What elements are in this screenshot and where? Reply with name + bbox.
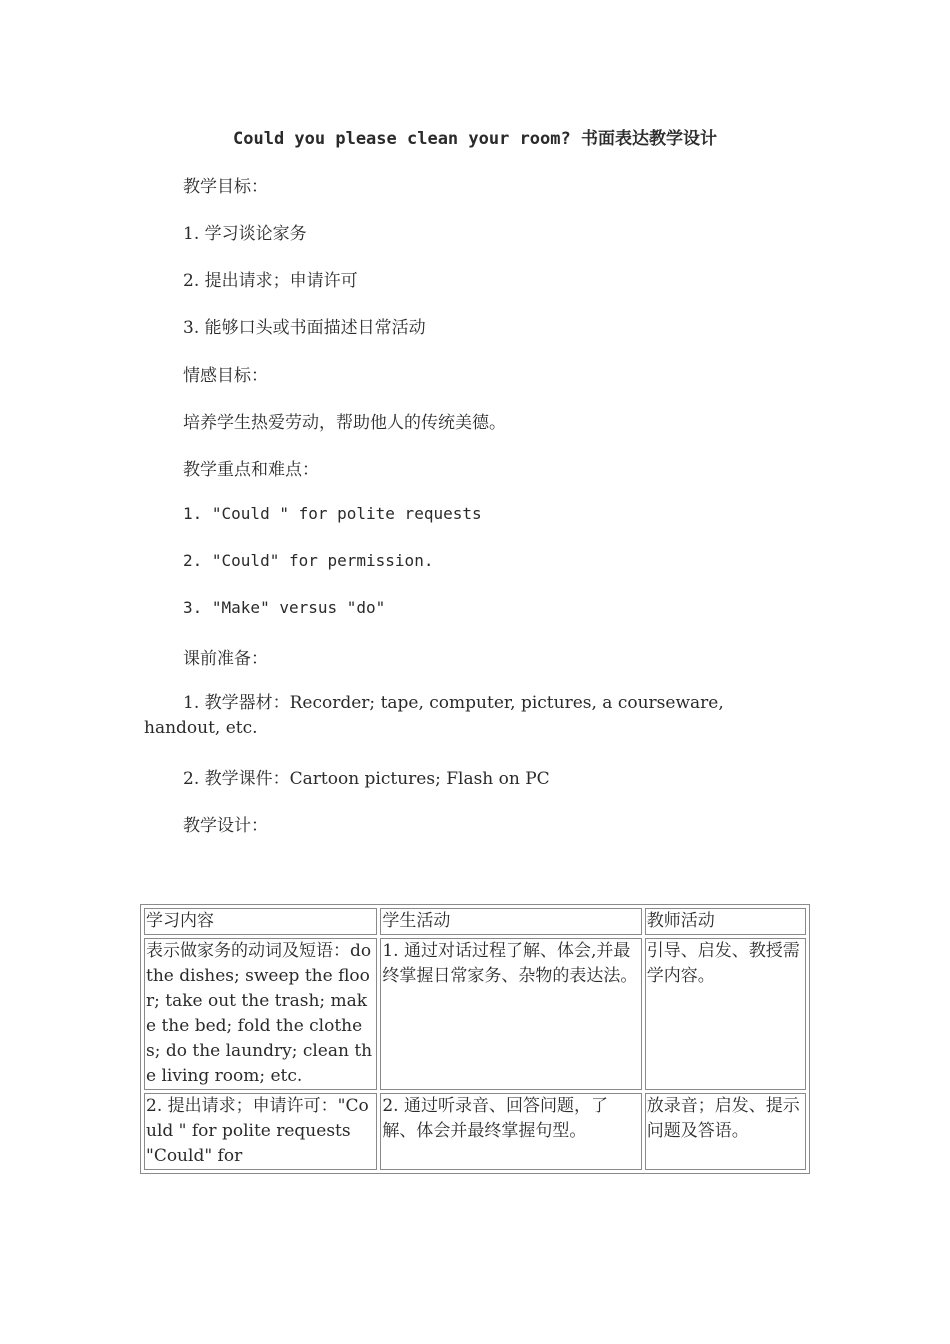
document-title: Could you please clean your room? 书面表达教学设计 bbox=[233, 129, 717, 149]
design-heading: 教学设计： bbox=[183, 816, 268, 836]
table-cell-teacher: 放录音；启发、提示问题及答语。 bbox=[645, 1093, 806, 1170]
prep-item bbox=[144, 691, 784, 741]
goal-item: 2. 提出请求；申请许可 bbox=[183, 271, 358, 291]
emotion-text: 培养学生热爱劳动，帮助他人的传统美德。 bbox=[183, 413, 506, 433]
table-cell-teacher: 引导、启发、教授需学内容。 bbox=[645, 938, 806, 1090]
keypoint-item: 2. "Could" for permission. bbox=[183, 551, 434, 570]
prep-item-text: 1. 教学器材：Recorder; tape, computer, pictures, a courseware, handout, etc. bbox=[144, 693, 724, 738]
emotion-heading: 情感目标： bbox=[183, 366, 268, 386]
prep-item: 2. 教学课件：Cartoon pictures; Flash on PC bbox=[183, 769, 550, 789]
table-header-cell: 教师活动 bbox=[645, 908, 806, 935]
table-cell-content bbox=[144, 1093, 377, 1170]
table-cell-student: 1. 通过对话过程了解、体会,并最终掌握日常家务、杂物的表达法。 bbox=[380, 938, 641, 1090]
lesson-plan-table bbox=[140, 904, 810, 1174]
table-row bbox=[144, 938, 806, 1090]
prep-heading: 课前准备： bbox=[183, 649, 268, 669]
table-header-row bbox=[144, 908, 806, 935]
keypoints-heading: 教学重点和难点： bbox=[183, 460, 319, 480]
goal-item: 3. 能够口头或书面描述日常活动 bbox=[183, 318, 426, 338]
table-cell-content: 表示做家务的动词及短语：do the dishes; sweep the floor; take out the trash; make the bed; fold the clothes; do the laundry; clean the living room; etc. bbox=[144, 938, 377, 1090]
table-header-cell: 学习内容 bbox=[144, 908, 377, 935]
table-cell-content-text: 2. 提出请求；申请许可："Could " for polite requests "Could" for bbox=[146, 1096, 369, 1166]
goal-item: 1. 学习谈论家务 bbox=[183, 224, 307, 244]
table-header-cell: 学生活动 bbox=[380, 908, 641, 935]
table-row bbox=[144, 1093, 806, 1170]
keypoint-item: 1. "Could " for polite requests bbox=[183, 504, 482, 523]
goals-heading: 教学目标： bbox=[183, 177, 268, 197]
table-cell-student: 2. 通过听录音、回答问题，了解、体会并最终掌握句型。 bbox=[380, 1093, 641, 1170]
keypoint-item: 3. "Make" versus "do" bbox=[183, 598, 386, 617]
